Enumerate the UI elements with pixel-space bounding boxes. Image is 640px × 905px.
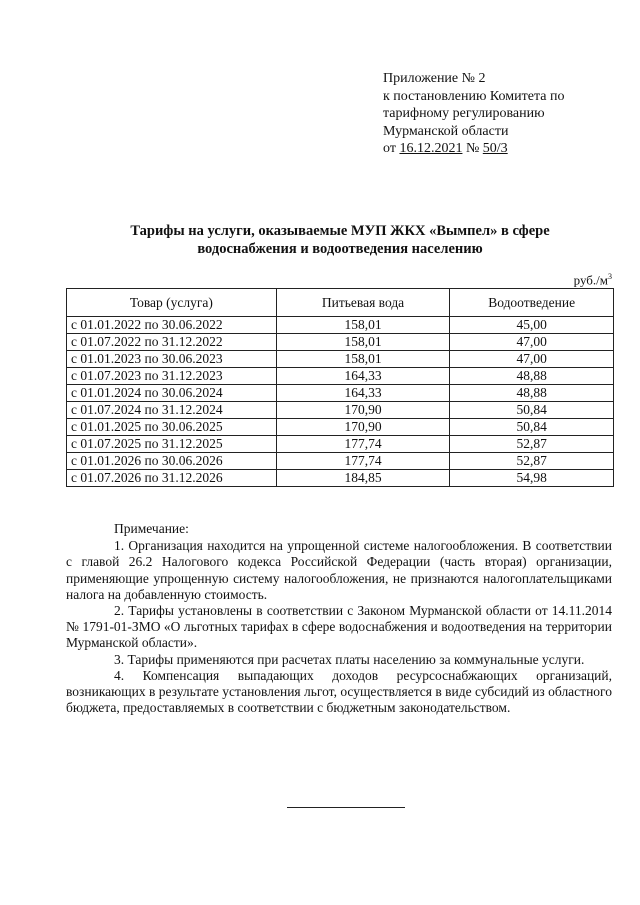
column-header-service: Товар (услуга) [67, 289, 277, 317]
table-row [67, 368, 614, 385]
column-header-drinking-water: Питьевая вода [276, 289, 450, 317]
date-prefix: от [383, 141, 400, 156]
appendix-title: Приложение № 2 [383, 71, 486, 86]
resolution-date: 16.12.2021 [399, 141, 463, 156]
table-row [67, 351, 614, 368]
table-row [67, 317, 614, 334]
column-header-sewerage: Водоотведение [450, 289, 614, 317]
cell-period: с 01.01.2024 по 30.06.2024 [67, 385, 277, 402]
cell-sewerage: 50,84 [450, 419, 614, 436]
note-item: 2. Тарифы установлены в соответствии с Законом Мурманской области от 14.11.2014 № 1791-01-ЗМО «О льготных тарифах в сфере водоснабжения и водоотведения на территории Мурманской области». [66, 603, 612, 651]
notes-section [66, 521, 612, 716]
table-row [67, 385, 614, 402]
cell-drinking-water: 170,90 [276, 419, 450, 436]
appendix-header [383, 70, 564, 158]
cell-sewerage: 52,87 [450, 453, 614, 470]
note-item: 1. Организация находится на упрощенной системе налогообложения. В соответствии с главой 26.2 Налогового кодекса Российской Федерации (часть вторая) организации, применяющие упрощенную систему налогообложения, не признаются налогоплательщиками налога на добавленную стоимость. [66, 538, 612, 602]
cell-sewerage: 50,84 [450, 402, 614, 419]
cell-period: с 01.07.2026 по 31.12.2026 [67, 470, 277, 487]
table-row [67, 453, 614, 470]
cell-sewerage: 45,00 [450, 317, 614, 334]
cell-period: с 01.07.2024 по 31.12.2024 [67, 402, 277, 419]
cell-drinking-water: 158,01 [276, 351, 450, 368]
number-sign: № [462, 141, 483, 156]
note-item: 4. Компенсация выпадающих доходов ресурсоснабжающих организаций, возникающих в результате установления льгот, осуществляется в виде субсидий из областного бюджета, предоставляемых в соответствии с бюджетным законодательством. [66, 667, 612, 716]
unit-superscript: 3 [608, 272, 612, 281]
cell-period: с 01.01.2023 по 30.06.2023 [67, 351, 277, 368]
table-row [67, 436, 614, 453]
document-title [60, 222, 620, 258]
title-line-2: водоснабжения и водоотведения населению [197, 241, 483, 257]
note-item: 3. Тарифы применяются при расчетах платы населению за коммунальные услуги. [114, 651, 585, 667]
separator-line [287, 807, 405, 808]
cell-drinking-water: 170,90 [276, 402, 450, 419]
cell-drinking-water: 164,33 [276, 385, 450, 402]
notes-heading: Примечание: [114, 521, 189, 536]
appendix-region-line: Мурманской области [383, 123, 509, 139]
cell-period: с 01.01.2026 по 30.06.2026 [67, 453, 277, 470]
cell-drinking-water: 184,85 [276, 470, 450, 487]
table-header-row [67, 289, 614, 317]
cell-drinking-water: 177,74 [276, 453, 450, 470]
cell-sewerage: 48,88 [450, 385, 614, 402]
tariff-table [66, 288, 614, 487]
appendix-date-line [383, 140, 564, 158]
cell-period: с 01.01.2022 по 30.06.2022 [67, 317, 277, 334]
cell-drinking-water: 164,33 [276, 368, 450, 385]
title-line-1: Тарифы на услуги, оказываемые МУП ЖКХ «Вымпел» в сфере [130, 223, 550, 239]
table-row [67, 334, 614, 351]
cell-period: с 01.07.2022 по 31.12.2022 [67, 334, 277, 351]
cell-drinking-water: 158,01 [276, 334, 450, 351]
cell-sewerage: 47,00 [450, 351, 614, 368]
unit-text: руб./м [573, 272, 608, 288]
cell-sewerage: 54,98 [450, 470, 614, 487]
cell-drinking-water: 177,74 [276, 436, 450, 453]
cell-period: с 01.07.2023 по 31.12.2023 [67, 368, 277, 385]
cell-sewerage: 48,88 [450, 368, 614, 385]
cell-sewerage: 52,87 [450, 436, 614, 453]
cell-drinking-water: 158,01 [276, 317, 450, 334]
appendix-resolution-line: к постановлению Комитета по [383, 88, 565, 104]
resolution-number: 50/3 [482, 141, 508, 156]
table-row [67, 402, 614, 419]
cell-period: с 01.01.2025 по 30.06.2025 [67, 419, 277, 436]
unit-label [574, 272, 612, 288]
appendix-committee-line: тарифному регулированию [383, 106, 545, 121]
table-row [67, 419, 614, 436]
table-row [67, 470, 614, 487]
cell-period: с 01.07.2025 по 31.12.2025 [67, 436, 277, 453]
cell-sewerage: 47,00 [450, 334, 614, 351]
